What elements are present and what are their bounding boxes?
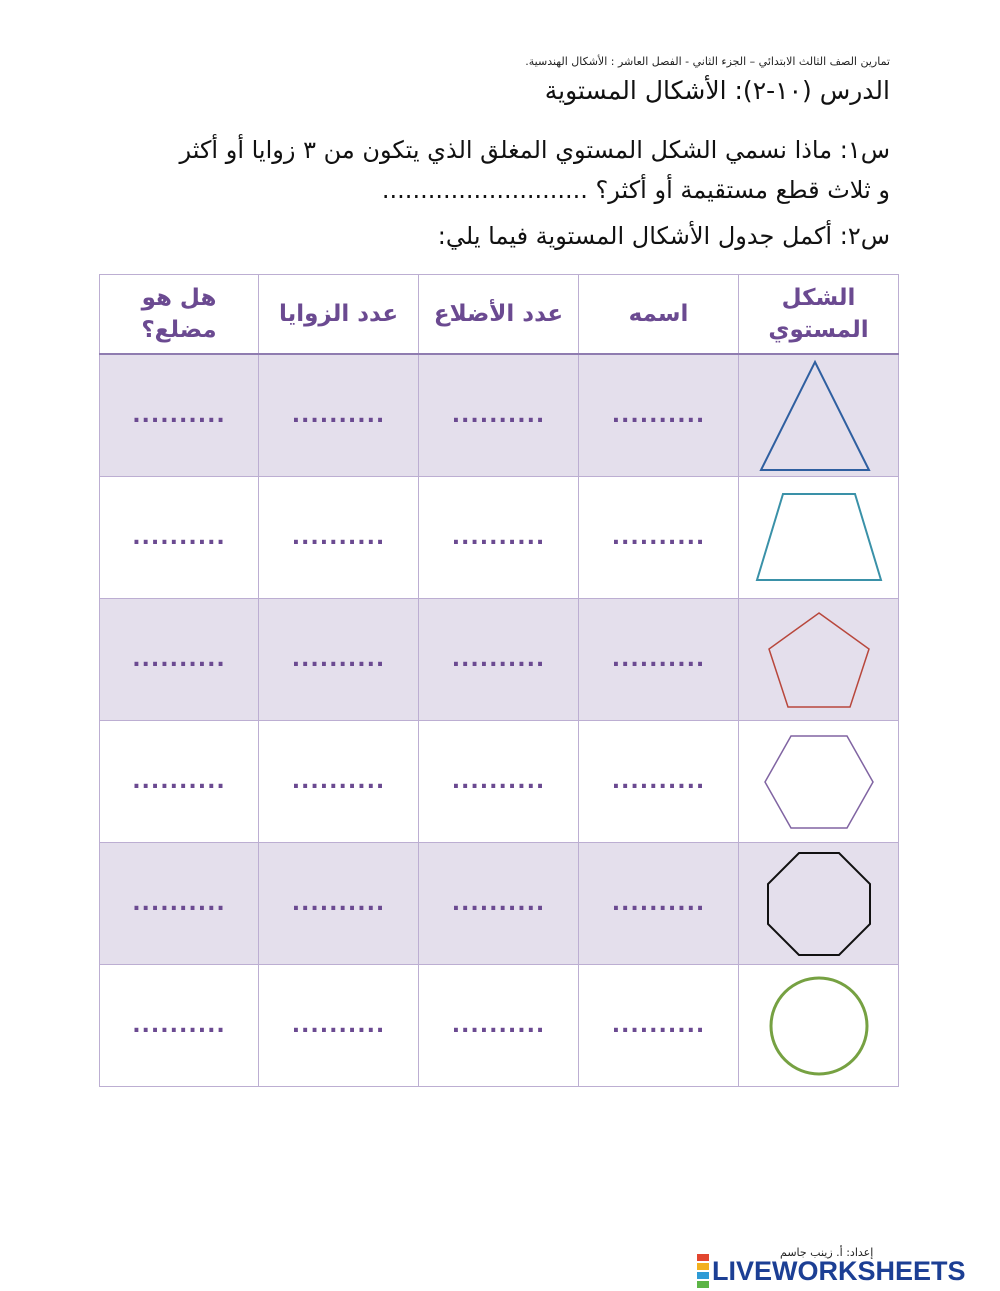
shapes-table: [99, 274, 899, 1087]
angles-blank[interactable]: ..........: [259, 965, 419, 1087]
lesson-title: الدرس (١٠-٢): الأشكال المستوية: [544, 76, 890, 105]
polygon-blank[interactable]: ..........: [100, 721, 259, 843]
question-1: [100, 130, 890, 210]
polygon-blank[interactable]: ..........: [100, 599, 259, 721]
trapezoid-shape: [754, 492, 884, 584]
polygon-blank[interactable]: ..........: [100, 965, 259, 1087]
liveworksheets-icon: [697, 1253, 709, 1289]
polygon-blank[interactable]: ..........: [100, 477, 259, 599]
angles-blank[interactable]: ..........: [259, 721, 419, 843]
table-row: [100, 477, 899, 599]
header-name: اسمه: [579, 275, 739, 355]
sides-blank[interactable]: ..........: [419, 477, 579, 599]
circle-shape: [767, 974, 871, 1078]
worksheet-header: تمارين الصف الثالث الابتدائي – الجزء الثاني - الفصل العاشر : الأشكال الهندسية.: [525, 55, 890, 68]
name-blank[interactable]: ..........: [579, 354, 739, 477]
question-1-line-1: س١: ماذا نسمي الشكل المستوي المغلق الذي يتكون من ٣ زوايا أو أكثر: [179, 136, 890, 164]
table-header-row: [100, 275, 899, 355]
shape-cell: [739, 477, 899, 599]
angles-blank[interactable]: ..........: [259, 354, 419, 477]
header-polygon-line-2: مضلع؟: [141, 317, 217, 343]
name-blank[interactable]: ..........: [579, 599, 739, 721]
sides-blank[interactable]: ..........: [419, 843, 579, 965]
header-shape-line-1: الشكل: [781, 285, 856, 311]
angles-blank[interactable]: ..........: [259, 843, 419, 965]
question-2: س٢: أكمل جدول الأشكال المستوية فيما يلي:: [437, 222, 890, 250]
shape-cell: [739, 599, 899, 721]
triangle-shape: [759, 358, 879, 474]
shape-cell: [739, 721, 899, 843]
angles-blank[interactable]: ..........: [259, 477, 419, 599]
sides-blank[interactable]: ..........: [419, 599, 579, 721]
table-row: [100, 843, 899, 965]
hexagon-shape: [763, 733, 875, 831]
liveworksheets-logo: [697, 1254, 966, 1288]
name-blank[interactable]: ..........: [579, 843, 739, 965]
header-polygon: [100, 275, 259, 355]
octagon-shape: [765, 850, 873, 958]
liveworksheets-text: LIVEWORKSHEETS: [712, 1255, 966, 1286]
header-polygon-line-1: هل هو: [141, 285, 217, 311]
table-row: [100, 965, 899, 1087]
polygon-blank[interactable]: ..........: [100, 843, 259, 965]
shape-cell: [739, 965, 899, 1087]
shape-cell: [739, 843, 899, 965]
name-blank[interactable]: ..........: [579, 965, 739, 1087]
header-angles: عدد الزوايا: [259, 275, 419, 355]
pentagon-shape: [765, 610, 873, 710]
sides-blank[interactable]: ..........: [419, 965, 579, 1087]
table-row: [100, 354, 899, 477]
shape-cell: [739, 354, 899, 477]
question-1-line-2: و ثلاث قطع مستقيمة أو أكثر؟ ...........................: [381, 176, 890, 204]
header-shape: [739, 275, 899, 355]
name-blank[interactable]: ..........: [579, 477, 739, 599]
angles-blank[interactable]: ..........: [259, 599, 419, 721]
sides-blank[interactable]: ..........: [419, 354, 579, 477]
polygon-blank[interactable]: ..........: [100, 354, 259, 477]
sides-blank[interactable]: ..........: [419, 721, 579, 843]
table-row: [100, 721, 899, 843]
name-blank[interactable]: ..........: [579, 721, 739, 843]
header-shape-line-2: المستوي: [768, 317, 869, 343]
prepared-by: إعداد: أ. زينب جاسم: [780, 1246, 874, 1259]
table-row: [100, 599, 899, 721]
header-sides: عدد الأضلاع: [419, 275, 579, 355]
